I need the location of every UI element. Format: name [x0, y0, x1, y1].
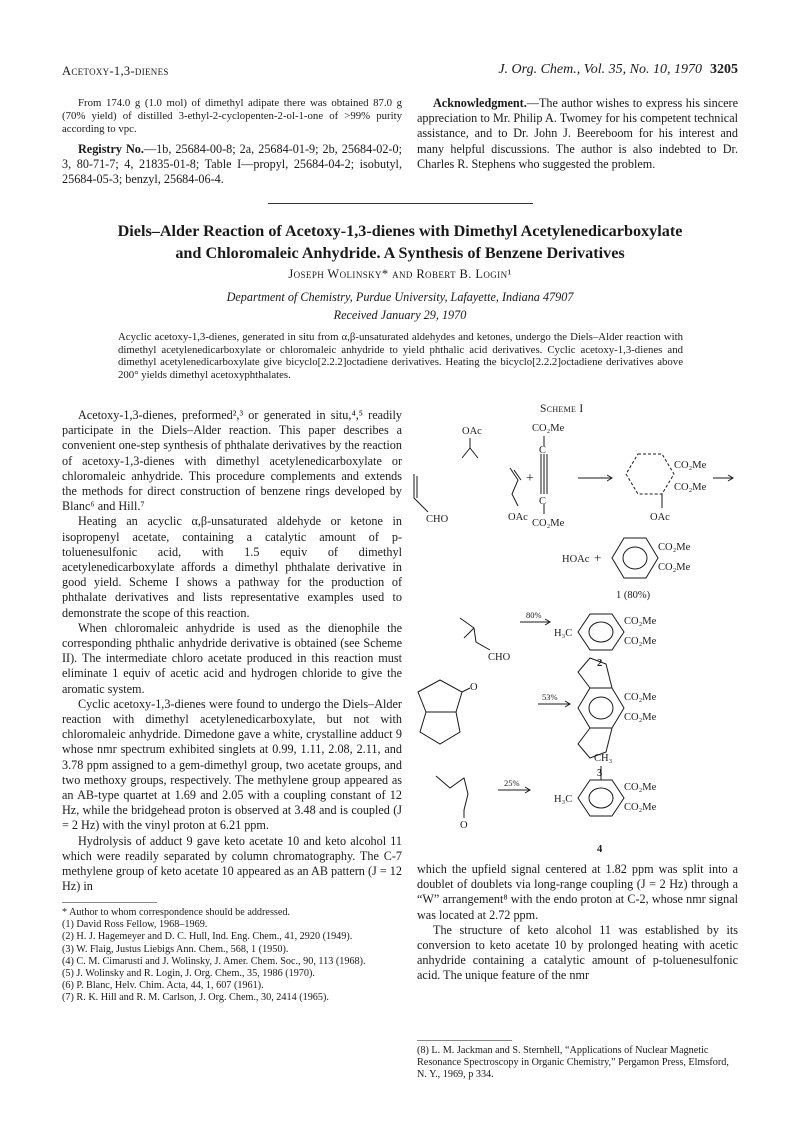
footnote-1: (1) David Ross Fellow, 1968–1969.: [62, 919, 208, 931]
running-head: Acetoxy-1,3-dienes: [62, 64, 169, 78]
acknowledgment-text: —The author wishes to express his sincere appreciation to Mr. Philip A. Twomey for his competent technical assistance, and to Dr. John J. Beereboom for his interest and many helpful discussions. The author is also indebted to Dr. Charles R. Stephens who suggested the problem.: [417, 96, 738, 171]
product-3-ester-2: CO₂Me: [624, 712, 657, 723]
title-line-2: and Chloromaleic Anhydride. A Synthesis of Benzene Derivatives: [175, 244, 625, 262]
received-date: Received January 29, 1970: [333, 308, 467, 322]
body-paragraph-3: When chloromaleic anhydride is used as the dienophile the corresponding phthalic anhydride derivative is obtained (see Scheme II). The intermediate chloro acetate produced in this reaction must eliminate 1 equiv of acetic acid and hydrogen chloride to give the aromatic system.: [62, 620, 402, 696]
acknowledgment-label: Acknowledgment.: [433, 96, 527, 110]
footnote-3: (3) W. Flaig, Justus Liebigs Ann. Chem., 568, 1 (1950).: [62, 943, 289, 955]
registry-label: Registry No.: [78, 142, 144, 156]
adduct-ring: [626, 454, 674, 494]
journal-name: J. Org. Chem., Vol. 35, No. 10, 1970: [498, 62, 702, 77]
body-right-paragraph-2: The structure of keto alcohol 11 was established by its conversion to keto acetate 10 by prolonged heating with acetic anhydride containing a catalytic amount of p-toluenesulfonic acid. The unique feature of the nmr: [417, 922, 738, 983]
product-3-ring: [578, 688, 624, 728]
section-divider: [268, 203, 533, 204]
dmad-carbon-top: C: [539, 445, 547, 456]
affiliation: Department of Chemistry, Purdue University, Lafayette, Indiana 47907: [226, 290, 574, 304]
isopropenyl-acetate: [462, 448, 478, 458]
isopropenyl-oac: OAc: [462, 426, 482, 437]
body-paragraph-5: Hydrolysis of adduct 9 gave keto acetate 10 and keto alcohol 11 which were readily separated by column chromatography. The C-7 methylene group of keto acetate 10 appeared as an AB pattern (J = 12 Hz) in: [62, 833, 402, 894]
previous-article-end: [62, 97, 402, 188]
product-3-ester-1: CO₂Me: [624, 692, 657, 703]
product-2-ester-1: CO₂Me: [624, 616, 657, 627]
adduct-ester-1: CO₂Me: [674, 460, 707, 471]
product-2-ester-2: CO₂Me: [624, 636, 657, 647]
adduct-ester-2: CO₂Me: [674, 482, 707, 493]
compound-2-label: 2: [597, 658, 603, 669]
footnote-2: (2) H. J. Hagemeyer and D. C. Hull, Ind. Eng. Chem., 41, 2920 (1949).: [62, 931, 353, 943]
footnote-rule: [62, 902, 157, 903]
compound-4-label: 4: [597, 844, 603, 855]
dmad-bottom-ester: CO₂Me: [532, 518, 565, 529]
footnote-5: (5) J. Wolinsky and R. Login, J. Org. Chem., 35, 1986 (1970).: [62, 968, 315, 980]
body-right-paragraph-1: which the upfield signal centered at 1.82 ppm was split into a doublet of doublets via long-range coupling (J = 2 Hz) through a “W” arrangement⁸ with the endo proton at C-2, whose nmr signal was located at 2.72 ppm.: [417, 862, 738, 922]
body-left-column: [62, 408, 402, 895]
plus-sign-2: +: [594, 550, 602, 565]
enal-structure: [414, 474, 428, 512]
article-title: [62, 220, 738, 264]
product-4-ring: [578, 780, 624, 816]
abstract: Acyclic acetoxy-1,3-dienes, generated in situ from α,β-unsaturated aldehydes and ketones, undergo the Diels–Alder reaction with dimethyl acetylenedicarboxylate or chloromaleic anhydride to yield phthalic acid derivatives. Cyclic acetoxy-1,3-dienes and dimethyl acetylenedicarboxylate give bicyclo[2.2.2]octadiene derivatives. Heating the bicyclo[2.2.2]octadiene derivatives above 200° yields dimethyl acetoxyphthalates.: [118, 331, 683, 381]
substrate-3: [418, 680, 462, 712]
authors: Joseph Wolinsky* and Robert B. Login¹: [288, 267, 512, 281]
journal-citation: [498, 62, 738, 78]
yield-3: 53%: [542, 692, 558, 702]
body-right-column: [417, 862, 738, 984]
experimental-paragraph: From 174.0 g (1.0 mol) of dimethyl adipate there was obtained 87.0 g (70% yield) of distilled 3-ethyl-2-cyclopenten-2-ol-1-one of >99% purity according to vpc.: [62, 97, 402, 135]
registry-text: —1b, 25684-00-8; 2a, 25684-01-9; 2b, 25684-02-0; 3, 80-71-7; 4, 21835-01-8; Table I—propyl, 25684-04-2; isobutyl, 25684-05-3; benzyl, 25684-06-4.: [62, 142, 402, 187]
hoac-label: HOAc: [562, 554, 590, 565]
footnote-6: (6) P. Blanc, Helv. Chim. Acta, 44, 1, 607 (1961).: [62, 980, 264, 992]
product-1-ring: [612, 538, 658, 578]
diene-oac: OAc: [508, 512, 528, 523]
substrate-4: [436, 776, 468, 810]
footnote-star: * Author to whom correspondence should be addressed.: [62, 907, 291, 918]
product-1-ester-1: CO₂Me: [658, 542, 691, 553]
product-2-methyl: H₃C: [554, 628, 573, 639]
substrate-2-cho: CHO: [488, 652, 511, 663]
yield-2: 80%: [526, 610, 542, 620]
footnotes-left: [62, 907, 402, 1005]
compound-1-label: 1 (80%): [616, 590, 651, 601]
scheme-label: Scheme I: [540, 403, 584, 415]
substrate-2: [460, 618, 490, 650]
product-2-ring: [578, 614, 624, 650]
scheme-diagram: [400, 418, 745, 858]
footnote-7: (7) R. K. Hill and R. M. Carlson, J. Org. Chem., 30, 2414 (1965).: [62, 992, 329, 1004]
product-1-ester-2: CO₂Me: [658, 562, 691, 573]
plus-sign: +: [526, 471, 534, 486]
enal-cho: CHO: [426, 514, 449, 525]
footnote-8: (8) L. M. Jackman and S. Sternhell, “Applications of Nuclear Magnetic Resonance Spectroscopy in Organic Chemistry,” Pergamon Press, Elmsford, N. Y., 1969, p 334.: [417, 1045, 729, 1081]
page-number: 3205: [710, 62, 738, 77]
acknowledgment: [417, 96, 738, 172]
body-paragraph-1: Acetoxy-1,3-dienes, preformed²,³ or generated in situ,⁴,⁵ readily participate in the Diels–Alder reaction. This paper describes a convenient one-step synthesis of phthalate derivatives by the reaction of acetoxy-1,3-dienes with dimethyl acetylenedicarboxylate or chloromaleic anhydride. This procedure complements and extends the methods for direct construction of benzene rings developed by Blanc⁶ and Hill.⁷: [62, 408, 402, 514]
product-4-ester-1: CO₂Me: [624, 782, 657, 793]
adduct-oac: OAc: [650, 512, 670, 523]
substrate-4-oxygen: O: [460, 820, 468, 831]
product-4-methyl: H₃C: [554, 794, 573, 805]
dmad-top-ester: CO₂Me: [532, 423, 565, 434]
registry-numbers: [62, 142, 402, 188]
product-4-ester-2: CO₂Me: [624, 802, 657, 813]
dmad-carbon-bottom: C: [539, 496, 547, 507]
footnote-4: (4) C. M. Cimarusti and J. Wolinsky, J. Amer. Chem. Soc., 90, 113 (1968).: [62, 955, 366, 967]
substrate-3-oxygen: O: [470, 682, 478, 693]
acknowledgment-paragraph: [417, 96, 738, 172]
body-paragraph-2: Heating an acyclic α,β-unsaturated aldehyde or ketone in isopropenyl acetate, containing a catalytic amount of p-toluenesulfonic acid, with 1.5 equiv of dimethyl acetylenedicarboxylate affords a dimethyl phthalate derivative in good yield. Scheme I shows a pathway for the production of phthalate derivatives and lists representative examples used to demonstrate the scope of this reaction.: [62, 514, 402, 620]
product-4-methyl-top: CH₃: [594, 753, 613, 764]
body-paragraph-4: Cyclic acetoxy-1,3-dienes were found to undergo the Diels–Alder reaction with dimethyl acetylenedicarboxylate, but not with chloromaleic anhydride. Dimedone gave a white, crystalline adduct 9 whose nmr spectrum exhibited singlets at 0.99, 1.11, 2.08, 2.11, and 3.78 ppm assigned to a gem-dimethyl group, two acetate groups, and two methoxy groups, respectively. The methylene group appeared as an AB-type quartet at 1.69 and 2.05 with a coupling constant of 12 Hz, while the bridgehead proton is observed at 3.48 and is coupled (J = 2 Hz) with the vinyl proton at 6.21 ppm.: [62, 696, 402, 833]
footnote-rule-right: [417, 1040, 512, 1041]
yield-4: 25%: [504, 778, 520, 788]
title-line-1: Diels–Alder Reaction of Acetoxy-1,3-dienes with Dimethyl Acetylenedicarboxylate: [117, 222, 683, 240]
compound-3-label: 3: [597, 768, 603, 779]
